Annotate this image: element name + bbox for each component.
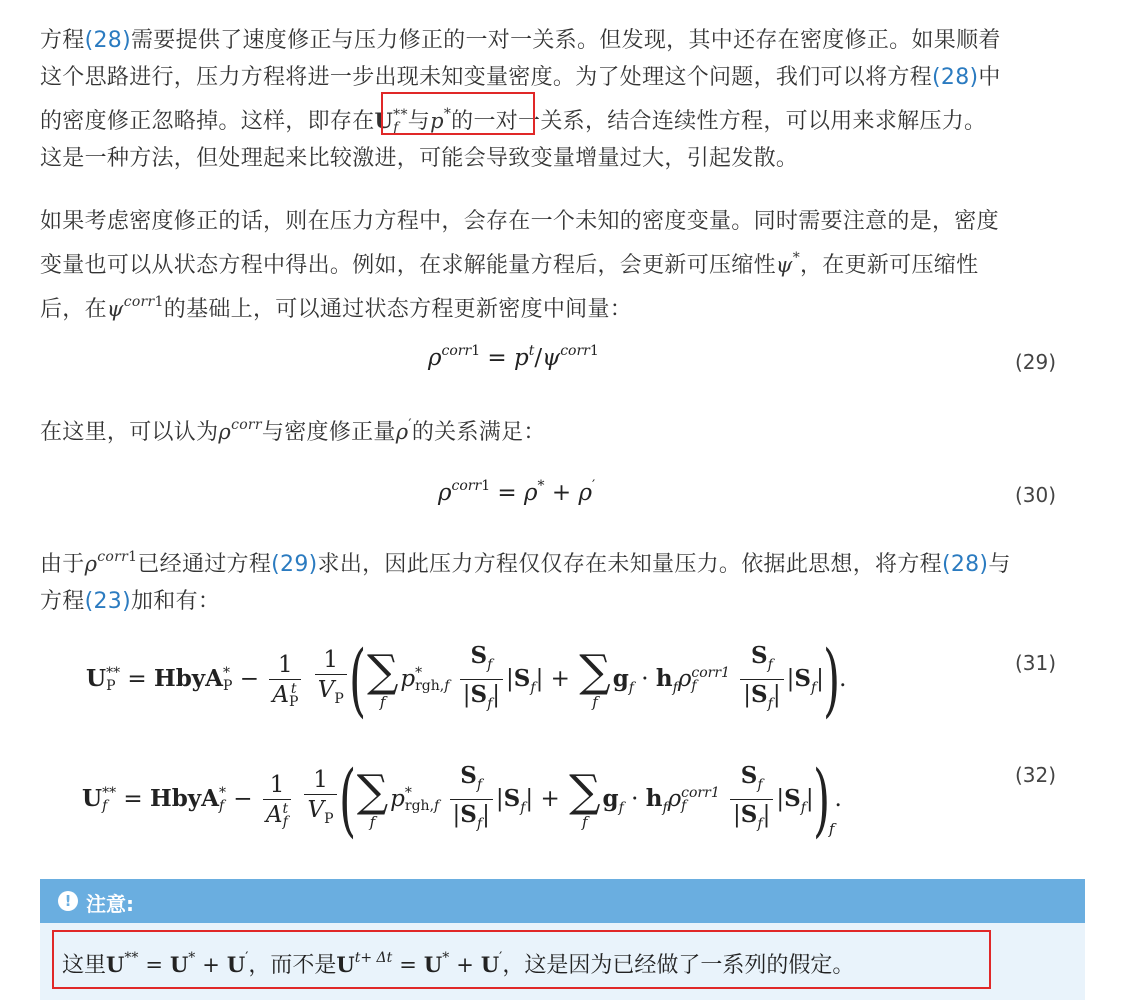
equation-number: (29) [1015, 350, 1057, 374]
exclamation-icon: ! [58, 891, 78, 911]
note-title: 注意: [86, 892, 134, 916]
equation-30: $\rho^{corr1} = \rho^* + \rho'$ [438, 478, 596, 506]
note-header [40, 879, 1085, 923]
paragraph-2: 如果考虑密度修正的话，则在压力方程中，会存在一个未知的密度变量。同时需要注意的是，密度 变量也可以从状态方程中得出。例如，在求解能量方程后，会更新可压缩性ψ*，在更新可压缩性 后，在$\psi^{corr1}$的基础上，可以通过状态方程更新密度中间量： [40, 209, 999, 322]
paragraph-1: 方程(28)需要提供了速度修正与压力修正的一对一关系。但发现，其中还存在密度修正。如果顺着 这个思路进行，压力方程将进一步出现未知变量密度。为了处理这个问题，我们可以将方程(28)中 的密度修正忽略掉。这样，即存在U ** f 与p*的一对一关系，结合连续性方程，可以用来求解压力。 这是一种方法，但处理起来比较激进，可能会导致变量增量过大，引起发散。 [40, 28, 1001, 171]
paragraph-4: 由于$\rho^{corr1}$已经通过方程(29)求出，因此压力方程仅仅存在未知量压力。依据此思想，将方程(28)与 方程(23)加和有： [40, 549, 1011, 614]
equation-link[interactable]: (23) [84, 589, 131, 614]
equation-number: (31) [1015, 651, 1057, 675]
equation-29: $\rho^{corr1} = p^t/\psi^{corr1}$ [428, 343, 599, 371]
note-text: 这里U** = U* + U′，而不是$U^{t+ \Delta t} = U^* + U'$，这是因为已经做了一系列的假定。 [62, 950, 855, 978]
equation-link[interactable]: (28) [941, 552, 989, 577]
equation-32: U ** f = HbyA * f − 1 A t f $\frac{1}{V_P}$ ( ∑ f p * rgh,f $\frac{S_f}{|S_f|}$ $|S_f|$ + ∑ f $g_f \cdot h_f\rho$ corr1 f $\frac{S_f}{|S_f|}$ $|S_f|)_f$. [82, 753, 842, 846]
equation-31: U ** P = HbyA * P − 1 A t P $\frac{1}{V_P}$ ( ∑ f p * rgh,f $\frac{S_f}{|S_f|}$ $|S_f|$ + ∑ f $g_f \cdot h_f\rho$ corr1 f $\frac{S_f}{|S_f|}$ $|S_f|$). [86, 633, 847, 726]
paragraph-3: 在这里，可以认为$\rho^{corr}$与密度修正量ρ′的关系满足： [40, 417, 546, 445]
highlight-box [381, 92, 535, 135]
equation-link[interactable]: (28) [84, 28, 131, 53]
equation-link[interactable]: (28) [932, 65, 979, 90]
equation-number: (30) [1015, 483, 1057, 507]
highlight-box [52, 930, 991, 989]
equation-link[interactable]: (29) [271, 552, 318, 577]
equation-number: (32) [1015, 763, 1057, 787]
